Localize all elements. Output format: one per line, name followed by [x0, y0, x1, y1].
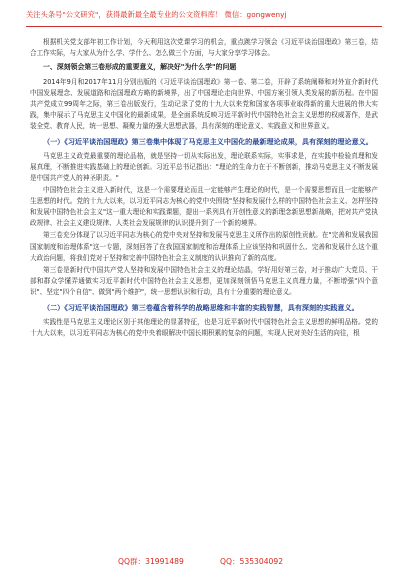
- section-heading-1: 一、深刻领会第三卷形成的重要意义，解决好"为什么学"的问题: [43, 63, 237, 72]
- paragraph-theory-4: 第三卷是新时代中国共产党人坚持和发展中国特色社会主义的理论结晶，学好用好第三卷，对于推动广大党员、干部和群众学懂弄通做实习近平新时代中国特色社会主义思想，更加深刻领悟马克思主义真理力量，不断增强"四个意识"、坚定"四个自信"、做到"两个维护"，统一思想认识和行动，具有十分重要的理论意义。: [30, 265, 378, 296]
- paragraph-theory-3: 第三卷充分体现了以习近平同志为核心的党中央对坚持和发展马克思主义所作出的原创性贡献。在"完善和发展我国国家制度和治理体系"这一专题，深刻回答了在我国国家制度和治理体系上应该坚持和巩固什么、完善和发展什么这个重大政治问题，将我们党对于坚持和完善中国特色社会主义制度的认识推向了新的高度。: [30, 231, 378, 262]
- header-banner: 关注头条号"公文研究"，获得最新最全最专业的公文资料库！ 微信：gongwenyj: [26, 10, 287, 19]
- footer-contact: [0, 553, 408, 571]
- document-body: [30, 37, 378, 549]
- qq-number: QQ：535304092: [220, 557, 284, 566]
- paragraph-practice-1: 实践性是马克思主义理论区别于其他理论的显著特征，也是习近平新时代中国特色社会主义思想的鲜明品格。党的十九大以来，以习近平同志为核心的党中央着眼解决中国长期积累的复杂的问题，实现人民对美好生活的向往，根: [30, 317, 378, 337]
- paragraph-theory-2: 中国特色社会主义进入新时代，这是一个需要理论而且一定能够产生理论的时代，是一个需要思想而且一定能够产生思想的时代。党的十九大以来，以习近平同志为核心的党中央围绕"坚持和发展什么样的中国特色社会主义、怎样坚持和发展中国特色社会主义"这一重大理论和实践课题，提出一系列具有开创性意义的新理念新思想新战略，把对共产党执政规律、社会主义建设规律、人类社会发展规律的认识提升到了一个新的境界。: [30, 186, 378, 228]
- paragraph-theory-1: 马克思主义政党最重要的理论品格，就是坚持一切从实际出发，理论联系实际，实事求是，在实践中检验真理和发展真理，不断推进实践基础上的理论创新。习近平总书记指出："理论的生命力在于不断创新，推动马克思主义不断发展是中国共产党人的神圣职责。": [30, 151, 378, 182]
- qq-group-number: QQ群：31991489: [118, 557, 184, 566]
- header-divider: [26, 26, 382, 27]
- subheading-theory: （一）《习近平谈治国理政》第三卷集中体现了马克思主义中国化的最新理论成果，具有深刻的理论意义。: [43, 137, 373, 147]
- subheading-practice: （二）《习近平谈治国理政》第三卷蕴含着科学的战略思维和丰富的实践智慧，具有深刻的实践意义。: [43, 302, 359, 312]
- paragraph-intro: 根据机关党支部年初工作计划，今天利用这次党课学习的机会，重点跳学习领会《习近平谈治国理政》第三卷，结合工作实际，与大家从为什么学、学什么、怎么做三个方面，与大家分享学习体会。: [30, 38, 378, 58]
- paragraph-background: 2014年9月和2017年11月分别出版的《习近平谈治国理政》第一卷、第二卷，开辟了系统阐释和对外宣介新时代中国发展理念、发展道路和治国理政方略的新境界，出了中国理论走向世界、中国方案引领人类发展的新历程。在中国共产党成立99周年之际，第三卷出版发行，生动记录了党的十九大以来党和国家各项事业取得新的重大进展的伟大实践，集中展示了马克思主义中国化的最新成果，是全面系统反映习近平新时代中国特色社会主义思想的权威著作，是武装全党、教育人民，统一思想、凝聚力量的强大思想武器，具有深刻的理论意义、实践意义和世界意义。: [30, 77, 378, 131]
